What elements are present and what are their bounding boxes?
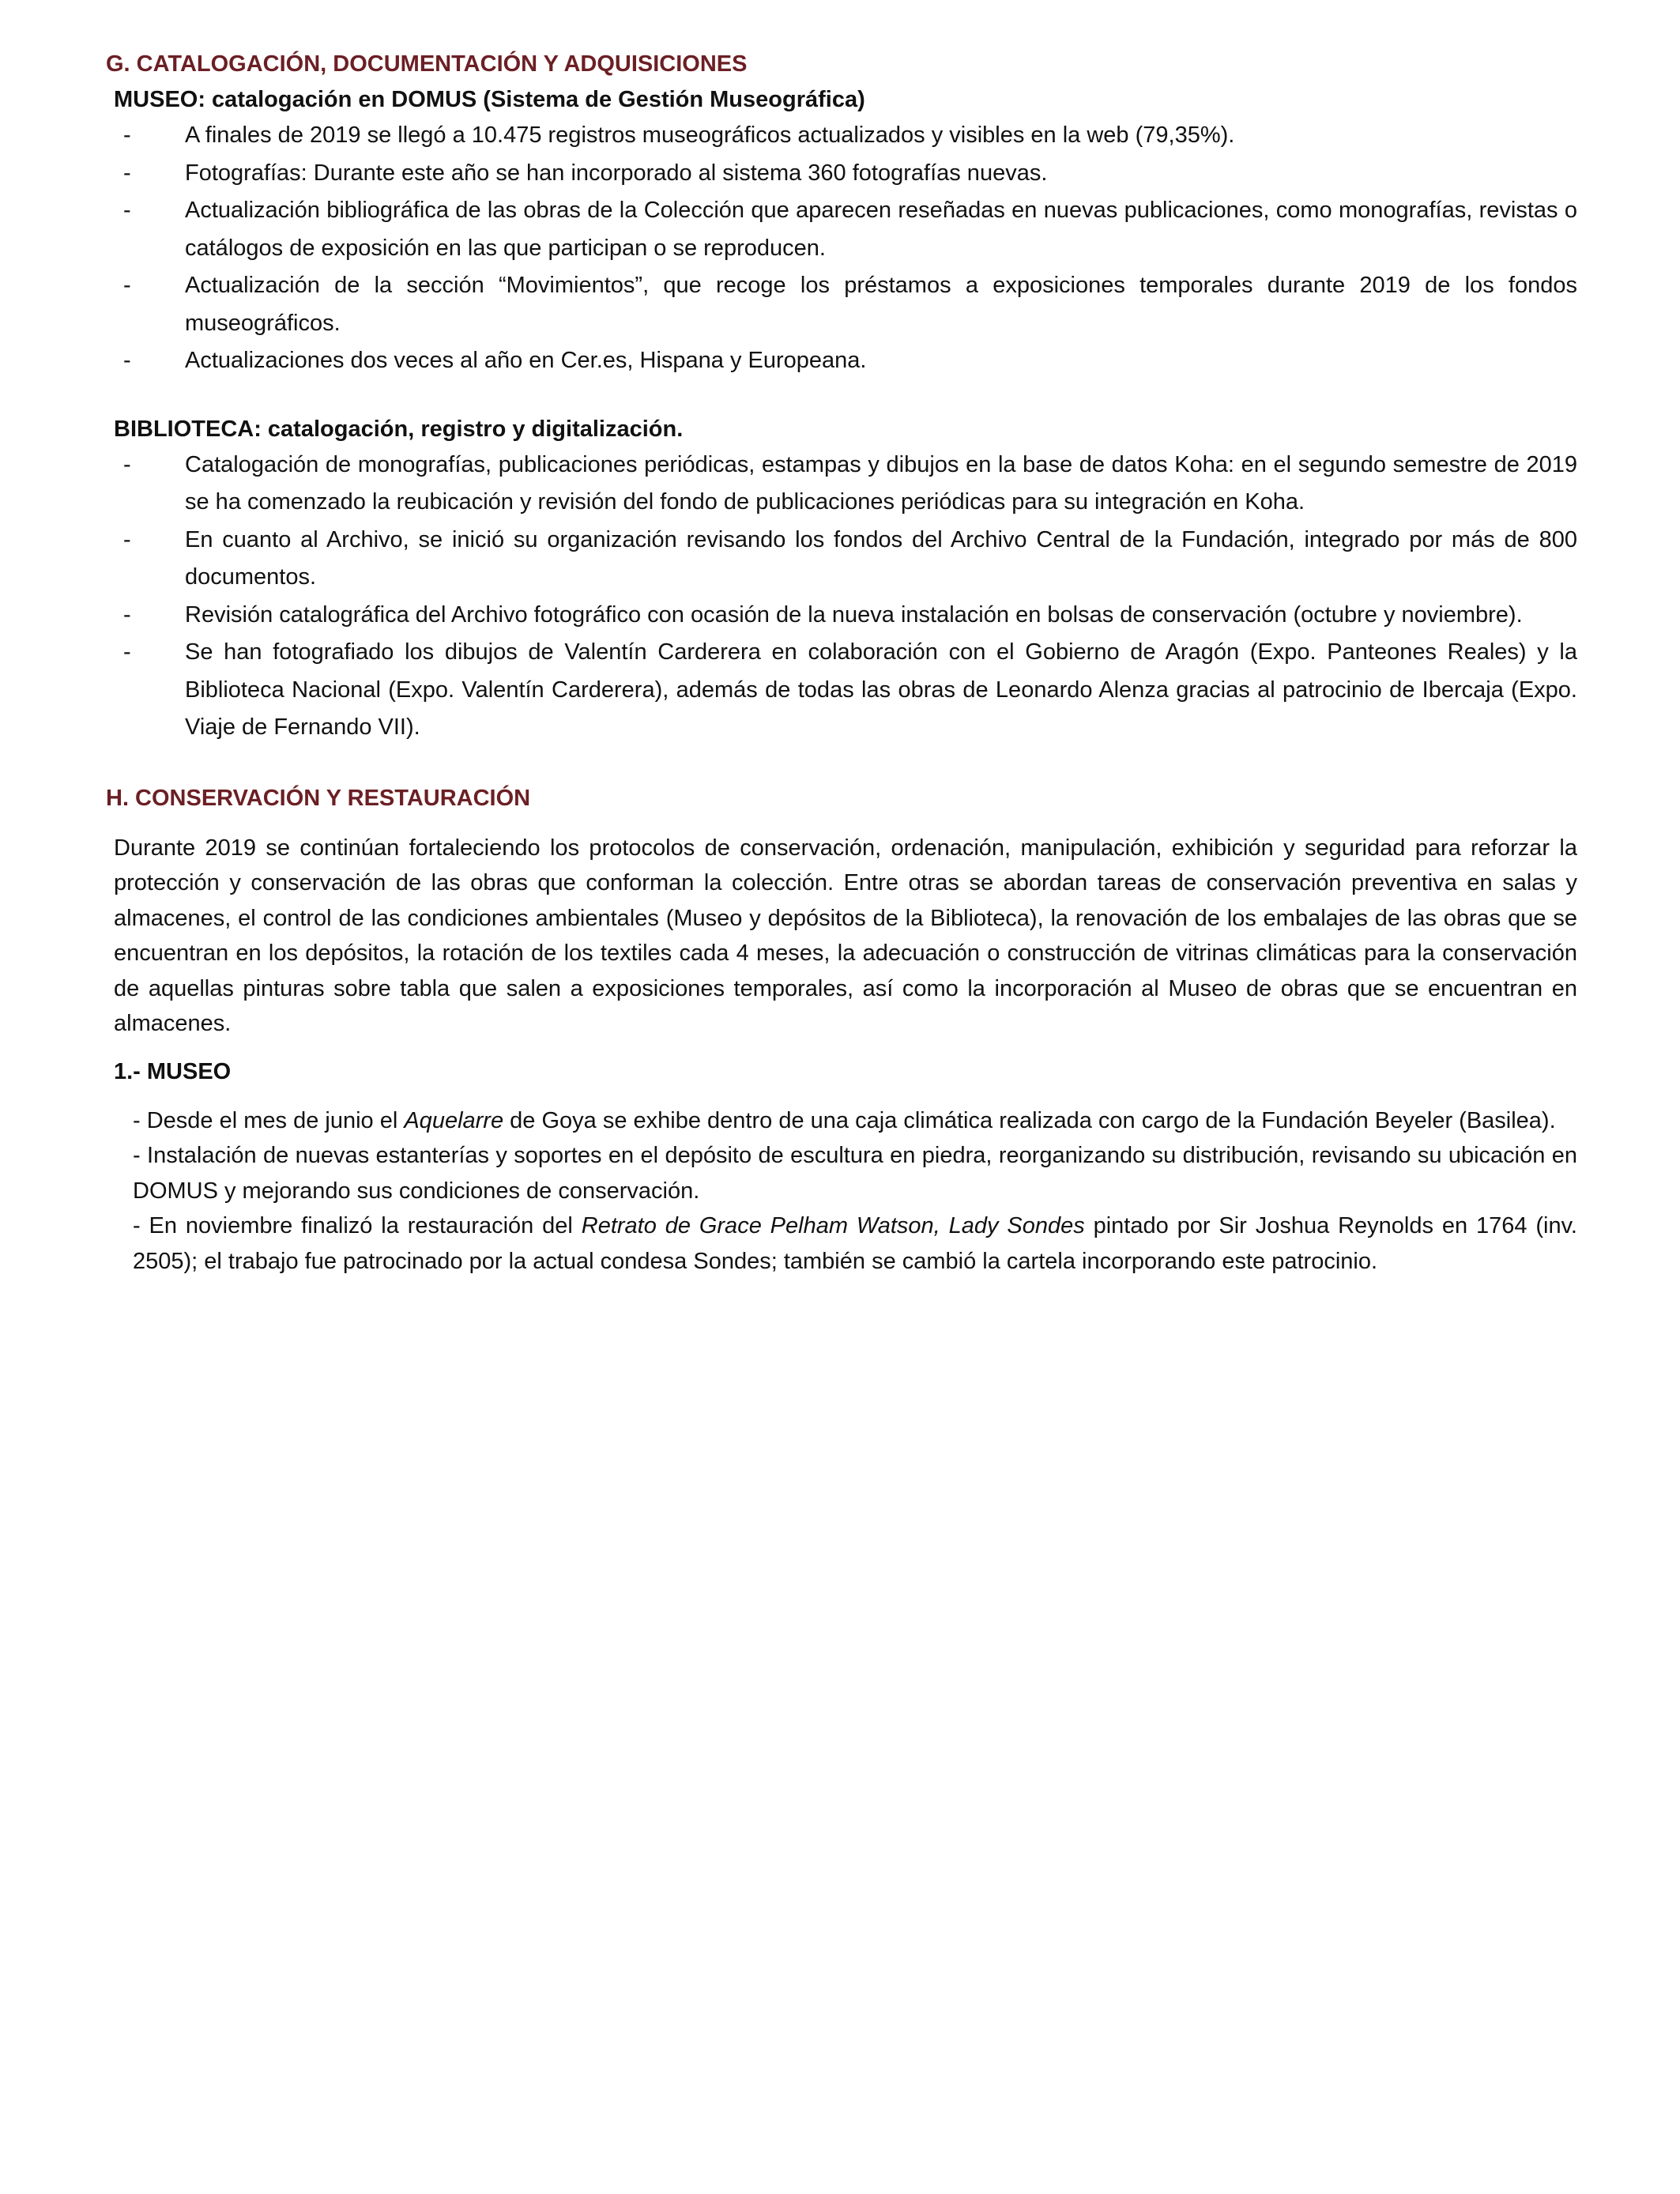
list-item: - En cuanto al Archivo, se inició su organización revisando los fondos del Archivo Central de la Fundación, integrado por más de 800 documentos. — [123, 526, 1577, 590]
list-item: - Actualización de la sección “Movimientos”, que recoge los préstamos a exposiciones temporales durante 2019 de los fondos museográficos. — [123, 273, 1577, 336]
list-item: - Se han fotografiado los dibujos de Valentín Carderera en colaboración con el Gobierno de Aragón (Expo. Panteones Reales) y la Biblioteca Nacional (Expo. Valentín Carderera), además de todas las obras de Leonardo Alenza gracias al patrocinio de Ibercaja (Expo. Viaje de Fernando VII). — [123, 639, 1577, 740]
museo-catalog-heading: MUSEO: catalogación en DOMUS (Sistema de Gestión Museográfica) — [114, 87, 865, 112]
list-item: - Desde el mes de junio el Aquelarre de Goya se exhibe dentro de una caja climática realizada con cargo de la Fundación Beyeler (Basilea). — [133, 1107, 1556, 1133]
list-item: - Instalación de nuevas estanterías y soportes en el depósito de escultura en piedra, reorganizando su distribución, revisando su ubicación en DOMUS y mejorando sus condiciones de conservación. — [133, 1143, 1577, 1204]
museo-conservation-list — [106, 1103, 1577, 1280]
list-item: - Actualización bibliográfica de las obras de la Colección que aparecen reseñadas en nuevas publicaciones, como monografías, revistas o catálogos de exposición en las que participan o se reproducen. — [123, 198, 1577, 261]
section-g-title: G. CATALOGACIÓN, DOCUMENTACIÓN Y ADQUISICIONES — [106, 51, 748, 77]
biblioteca-list — [106, 447, 1577, 747]
list-item: - En noviembre finalizó la restauración del Retrato de Grace Pelham Watson, Lady Sondes pintado por Sir Joshua Reynolds en 1764 (inv. 2505); el trabajo fue patrocinado por la actual condesa Sondes; también se cambió la cartela incorporando este patrocinio. — [133, 1213, 1577, 1274]
list-item: - Catalogación de monografías, publicaciones periódicas, estampas y dibujos en la base de datos Koha: en el segundo semestre de 2019 se ha comenzado la reubicación y revisión del fondo de publicaciones periódicas para su integración en Koha. — [123, 451, 1577, 515]
list-item: - Fotografías: Durante este año se han incorporado al sistema 360 fotografías nuevas. — [123, 160, 1048, 186]
museo-catalog-list — [106, 117, 1577, 380]
document-page — [106, 47, 1577, 1279]
list-item: - A finales de 2019 se llegó a 10.475 registros museográficos actualizados y visibles en la web (79,35%). — [123, 123, 1235, 148]
museo-conservation-heading: 1.- MUSEO — [114, 1058, 232, 1084]
conservation-intro: Durante 2019 se continúan fortaleciendo los protocolos de conservación, ordenación, manipulación, exhibición y seguridad para reforzar la protección y conservación de las obras que conforman la colección. Entre otras se abordan tareas de conservación preventiva en salas y almacenes, el control de las condiciones ambientales (Museo y depósitos de la Biblioteca), la renovación de los embalajes de las obras que se encuentran en los depósitos, la rotación de los textiles cada 4 meses, la adecuación o construcción de vitrinas climáticas para la conservación de aquellas pinturas sobre tabla que salen a exposiciones temporales, así como la incorporación al Museo de obras que se encuentran en almacenes. — [114, 835, 1577, 1036]
list-item: - Revisión catalográfica del Archivo fotográfico con ocasión de la nueva instalación en bolsas de conservación (octubre y noviembre). — [123, 601, 1523, 628]
list-item: - Actualizaciones dos veces al año en Cer.es, Hispana y Europeana. — [123, 348, 867, 373]
biblioteca-heading: BIBLIOTECA: catalogación, registro y digitalización. — [114, 416, 684, 442]
section-h-title: H. CONSERVACIÓN Y RESTAURACIÓN — [106, 785, 531, 811]
